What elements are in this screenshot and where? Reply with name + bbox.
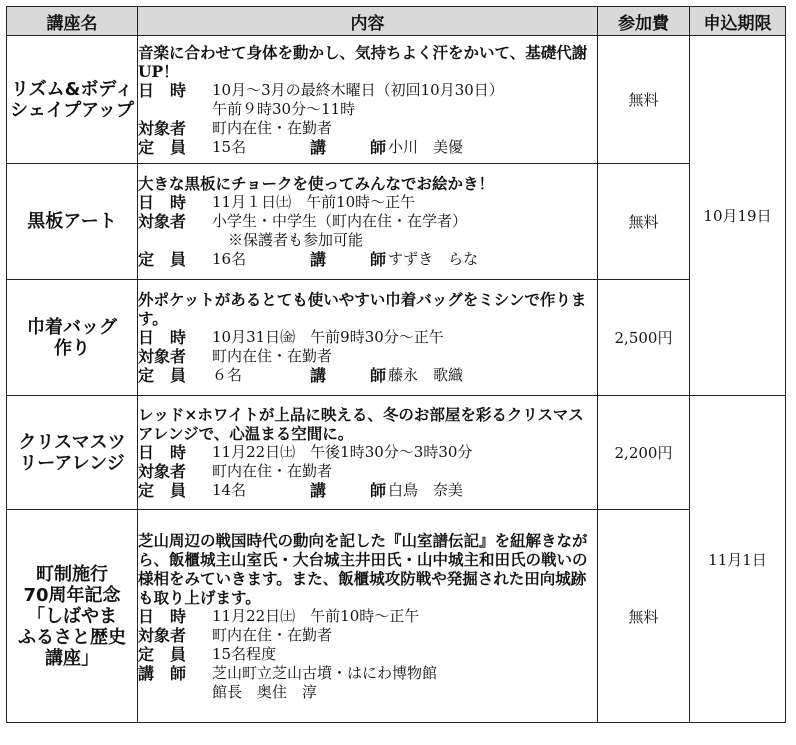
deadline-cell: 10月19日 — [690, 36, 786, 396]
label-datetime: 日 時 — [138, 80, 187, 100]
course-datetime: 11月１日㈯ 午前10時～正午 — [212, 193, 416, 211]
course-target: 町内在住・在勤者 — [212, 625, 333, 644]
label-target: 対象者 — [138, 347, 187, 366]
label-datetime: 日 時 — [138, 443, 187, 462]
course-description: 芝山周辺の戦国時代の動向を記した『山室譜伝記』を紐解きながら、飯櫃城主山室氏・大台城主井田氏・山中城主和田氏の戦いの様相をみていきます。また、飯櫃城攻防戦や発掘された田向城跡も取り上げます。 — [138, 530, 588, 607]
header-content: 内容 — [138, 7, 598, 36]
label-instructor: 講 師 — [310, 250, 401, 269]
header-deadline: 申込期限 — [690, 7, 786, 36]
course-name: クリスマスツ リーアレンジ — [7, 396, 138, 510]
course-content — [138, 396, 598, 510]
course-content — [138, 510, 598, 723]
label-target: 対象者 — [138, 212, 187, 231]
course-datetime: 10月31日㈮ 午前9時30分～正午 — [212, 328, 444, 346]
course-capacity: 15名程度 — [212, 644, 277, 663]
label-capacity: 定 員 — [138, 250, 187, 269]
table-row — [7, 280, 786, 396]
course-datetime: 11月22日㈯ 午前10時～正午 — [212, 606, 420, 625]
label-datetime: 日 時 — [138, 328, 187, 347]
course-datetime-2: 午前９時30分～11時 — [212, 99, 356, 118]
course-fee: 2,200円 — [598, 396, 690, 510]
label-capacity: 定 員 — [138, 137, 187, 157]
course-instructor: 白鳥 奈美 — [388, 481, 464, 499]
course-fee: 無料 — [598, 164, 690, 280]
table-row — [7, 164, 786, 280]
course-datetime: 10月～3月の最終木曜日（初回10月30日） — [212, 80, 504, 99]
table-row — [7, 396, 786, 510]
label-instructor: 講 師 — [310, 366, 401, 385]
course-capacity: ６名 — [212, 366, 243, 384]
label-datetime: 日 時 — [138, 193, 187, 212]
header-fee: 参加費 — [598, 7, 690, 36]
course-content — [138, 280, 598, 396]
course-name: 黒板アート — [7, 164, 138, 280]
course-instructor: 小川 美優 — [388, 137, 464, 156]
course-name: 町制施行 70周年記念 「しばやま ふるさと歴史 講座」 — [7, 510, 138, 723]
label-capacity: 定 員 — [138, 481, 187, 500]
label-instructor: 講 師 — [310, 481, 401, 500]
course-description: 音楽に合わせて身体を動かし、気持ちよく汗をかいて、基礎代謝UP！ — [138, 42, 588, 81]
course-fee: 無料 — [598, 36, 690, 164]
label-target: 対象者 — [138, 462, 187, 481]
label-capacity: 定 員 — [138, 366, 187, 385]
course-table — [6, 6, 786, 723]
course-target: 町内在住・在勤者 — [212, 462, 333, 480]
label-instructor: 講 師 — [310, 137, 401, 157]
course-capacity: 16名 — [212, 250, 247, 268]
table-row — [7, 36, 786, 164]
course-target: 小学生・中学生（町内在住・在学者） — [212, 212, 468, 230]
course-name: リズム&ボディ シェイプアップ — [7, 36, 138, 164]
course-description: 大きな黒板にチョークを使ってみんなでお絵かき！ — [138, 174, 495, 193]
label-target: 対象者 — [138, 118, 187, 138]
deadline-cell: 11月1日 — [690, 396, 786, 723]
course-instructor-2: 館長 奥住 淳 — [212, 682, 318, 701]
label-capacity: 定 員 — [138, 644, 187, 664]
course-datetime: 11月22日㈯ 午後1時30分～3時30分 — [212, 443, 473, 461]
course-name: 巾着バッグ 作り — [7, 280, 138, 396]
course-target: 町内在住・在勤者 — [212, 118, 333, 137]
course-description: 外ポケットがあるとても使いやすい巾着バッグをミシンで作ります。 — [138, 290, 587, 328]
course-fee: 2,500円 — [598, 280, 690, 396]
course-instructor: 藤永 歌織 — [388, 366, 464, 384]
table-row — [7, 510, 786, 723]
label-instructor: 講 師 — [138, 663, 187, 683]
course-description: レッド×ホワイトが上品に映える、冬のお部屋を彩るクリスマスアレンジで、心温まる空間に。 — [138, 405, 584, 443]
course-instructor: 芝山町立芝山古墳・はにわ博物館 — [212, 663, 438, 682]
course-content — [138, 164, 598, 280]
header-row — [7, 7, 786, 36]
course-capacity: 15名 — [212, 137, 247, 156]
course-target: 町内在住・在勤者 — [212, 347, 333, 365]
course-target-note: ※保護者も参加可能 — [228, 231, 364, 249]
course-content — [138, 36, 598, 164]
label-target: 対象者 — [138, 625, 187, 645]
course-capacity: 14名 — [212, 481, 247, 499]
course-instructor: すずき らな — [388, 250, 479, 268]
course-fee: 無料 — [598, 510, 690, 723]
header-name: 講座名 — [7, 7, 138, 36]
label-datetime: 日 時 — [138, 606, 187, 626]
